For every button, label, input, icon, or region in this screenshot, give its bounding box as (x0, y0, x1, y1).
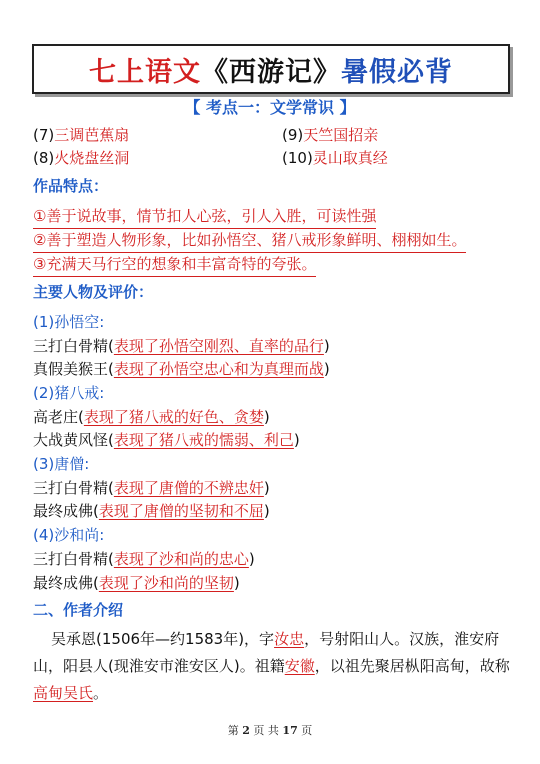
author-text: ，以祖先聚居枞阳高甸，故称 (314, 657, 510, 675)
chapter-item (282, 125, 378, 145)
event-name: 高老庄 (33, 408, 79, 426)
footer-text: 页 共 (253, 724, 279, 737)
event-eval: 表现了猪八戒的好色、贪婪 (83, 408, 264, 426)
event-eval: 表现了沙和尚的忠心 (113, 550, 249, 568)
author-heading: 二、作者介绍 (33, 601, 124, 619)
title-box (32, 44, 510, 94)
chapter-title: 灵山取真经 (312, 149, 388, 167)
page-title (89, 50, 453, 89)
title-part-2: 《西游记》 (201, 56, 341, 88)
character-event: 最终成佛(表现了唐僧的坚韧和不屈) (33, 502, 270, 520)
footer-text: 第 (227, 724, 239, 737)
chapter-item (33, 148, 129, 168)
character-event: 最终成佛(表现了沙和尚的坚韧) (33, 574, 240, 592)
author-paragraph (33, 626, 511, 707)
feature-item: ②善于塑造人物形象，比如孙悟空、猪八戒形象鲜明、栩栩如生。 (33, 230, 466, 253)
page-total: 17 (282, 724, 298, 737)
footer-text: 页 (301, 724, 313, 737)
event-eval: 表现了孙悟空忠心和为真理而战 (113, 360, 324, 378)
chapter-item (282, 148, 388, 168)
author-text: 。 (93, 684, 109, 702)
chapter-title: 火烧盘丝洞 (54, 149, 130, 167)
character-name: (3)唐僧: (33, 455, 90, 473)
character-name: (1)孙悟空: (33, 313, 105, 331)
characters-heading: 主要人物及评价： (33, 283, 154, 301)
character-event: 三打白骨精(表现了孙悟空刚烈、直率的品行) (33, 337, 330, 355)
event-name: 三打白骨精 (33, 550, 109, 568)
author-text: 吴承恩(1506年—约1583年)，字 (51, 630, 275, 648)
event-name: 三打白骨精 (33, 337, 109, 355)
section-heading: 【 考点一：文学常识 】 (184, 98, 356, 117)
event-name: 真假美猴王 (33, 360, 109, 378)
title-part-1: 七上语文 (89, 56, 201, 88)
event-eval: 表现了唐僧的不辨忠奸 (113, 479, 264, 497)
chapter-item (33, 125, 129, 145)
page-footer (0, 722, 540, 738)
chapter-num: (10) (282, 149, 313, 167)
chapter-num: (7) (33, 126, 55, 144)
character-name: (4)沙和尚: (33, 526, 105, 544)
author-text: ，号射阳山人。汉族，淮安府山，阳县人(现淮安市淮安区人)。祖籍 (33, 630, 500, 675)
event-eval: 表现了猪八戒的懦弱、利己 (113, 431, 294, 449)
event-name: 大战黄风怪 (33, 431, 109, 449)
author-ancestral-home: 安徽 (284, 657, 315, 675)
event-name: 最终成佛 (33, 502, 94, 520)
event-name: 最终成佛 (33, 574, 94, 592)
author-clan-name: 高甸吴氏 (33, 684, 94, 702)
character-event: 高老庄(表现了猪八戒的好色、贪婪) (33, 408, 270, 426)
feature-item: ③充满天马行空的想象和丰富奇特的夸张。 (33, 254, 316, 277)
chapter-num: (8) (33, 149, 55, 167)
character-event: 真假美猴王(表现了孙悟空忠心和为真理而战) (33, 360, 330, 378)
character-event: 大战黄风怪(表现了猪八戒的懦弱、利己) (33, 431, 300, 449)
chapter-num: (9) (282, 126, 304, 144)
event-eval: 表现了沙和尚的坚韧 (98, 574, 234, 592)
event-name: 三打白骨精 (33, 479, 109, 497)
character-event: 三打白骨精(表现了唐僧的不辨忠奸) (33, 479, 270, 497)
feature-item: ①善于说故事，情节扣人心弦，引人入胜，可读性强 (33, 206, 376, 229)
character-event: 三打白骨精(表现了沙和尚的忠心) (33, 550, 255, 568)
chapter-title: 天竺国招亲 (303, 126, 379, 144)
event-eval: 表现了孙悟空刚烈、直率的品行 (113, 337, 324, 355)
page-number: 2 (242, 724, 250, 737)
event-eval: 表现了唐僧的坚韧和不屈 (98, 502, 264, 520)
author-courtesy-name: 汝忠 (274, 630, 305, 648)
chapter-title: 三调芭蕉扇 (54, 126, 130, 144)
features-heading: 作品特点： (33, 177, 109, 195)
title-part-3: 暑假必背 (341, 56, 453, 88)
character-name: (2)猪八戒: (33, 384, 105, 402)
